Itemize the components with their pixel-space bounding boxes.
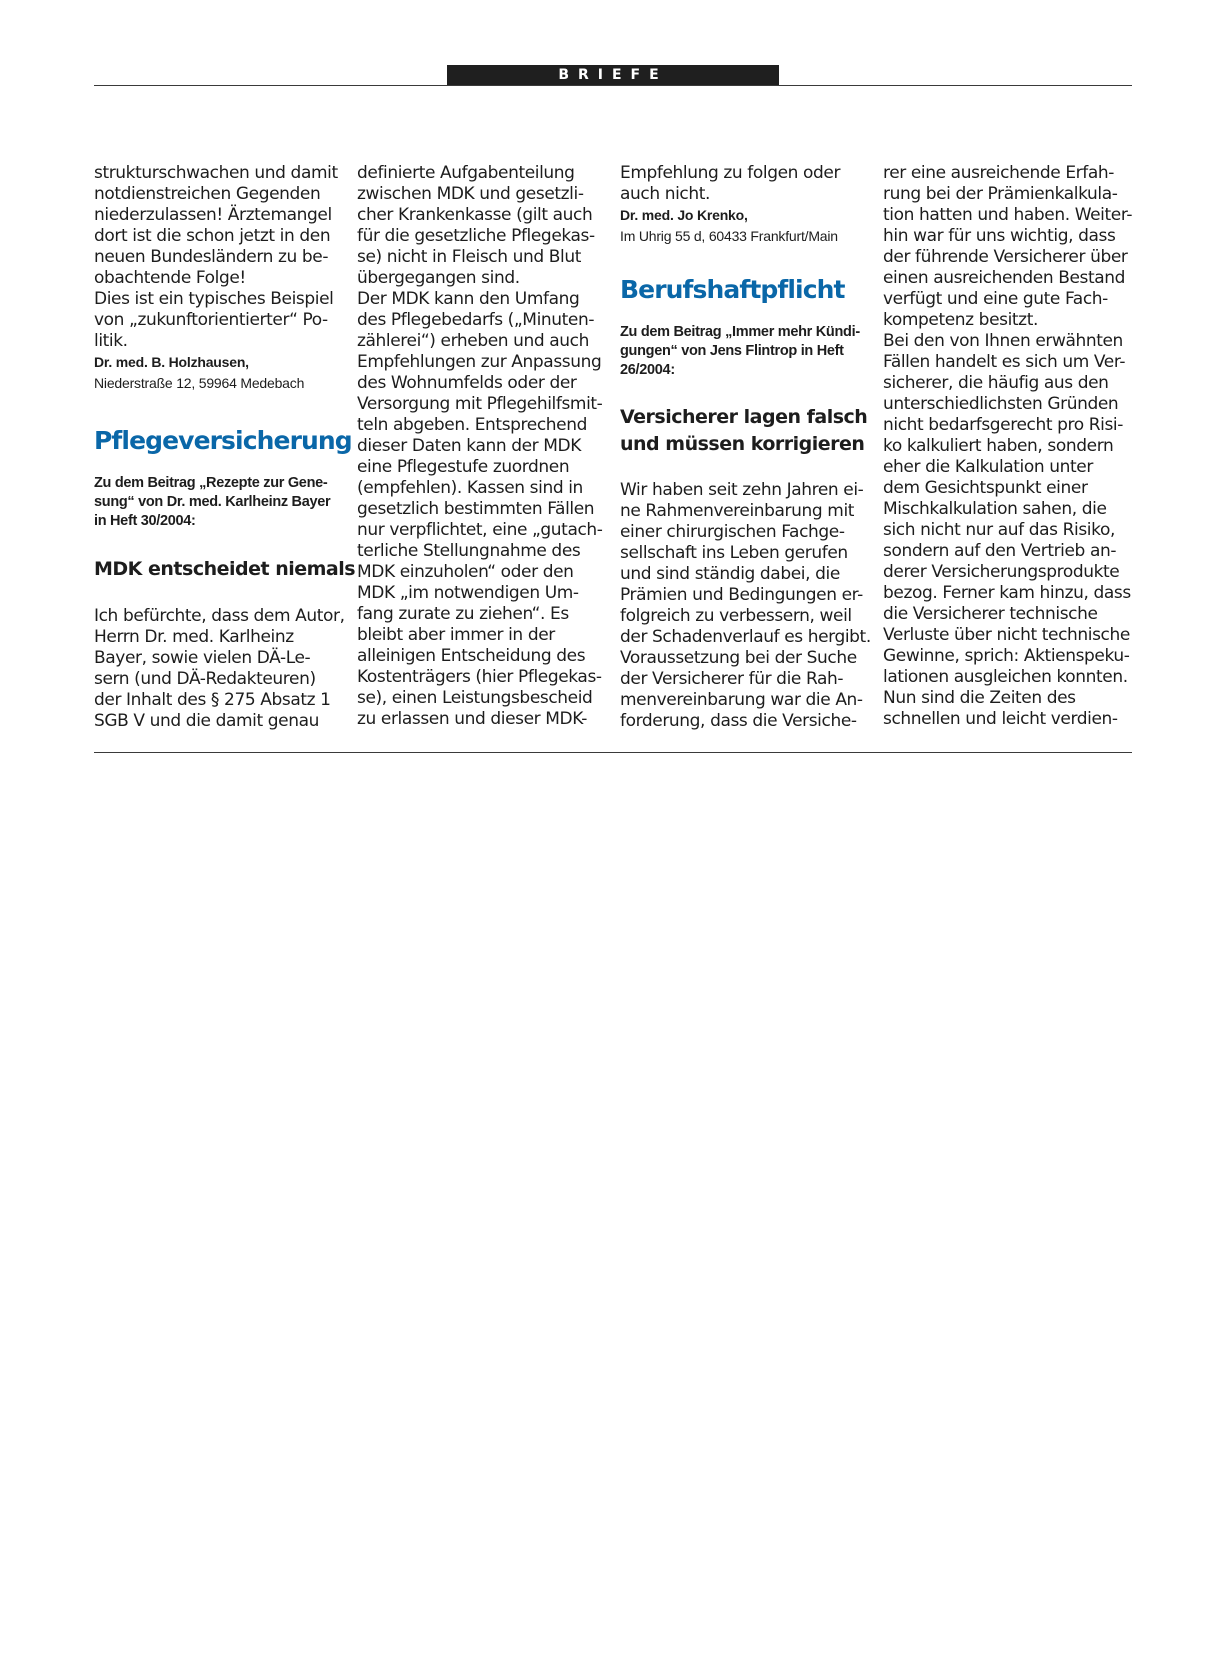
letter-headline: MDK entscheidet niemals [94, 558, 356, 580]
letter-headline [620, 404, 872, 458]
text-line: die Versicherer technische [883, 604, 1098, 624]
text-line: bleibt aber immer in der [357, 625, 555, 645]
text-line: sern (und DÄ-Redakteuren) [94, 669, 316, 689]
text-line: dem Gesichtspunkt einer [883, 478, 1088, 498]
text-line: der Schadenverlauf es hergibt. [620, 627, 871, 647]
text-line: und sind ständig dabei, die [620, 564, 840, 584]
text-line: Prämien und Bedingungen er- [620, 585, 863, 605]
text-line: unterschiedlichsten Gründen [883, 394, 1119, 414]
text-line: schnellen und leicht verdien- [883, 709, 1118, 729]
text-line: übergegangen sind. [357, 268, 520, 288]
text-line: Gewinne, sprich: Aktienspeku- [883, 646, 1130, 666]
text-line: bezog. Ferner kam hinzu, dass [883, 583, 1131, 603]
text-line: Kostenträgers (hier Pflegekas- [357, 667, 602, 687]
text-line: und müssen korrigieren [620, 433, 865, 455]
text-line: sicherer, die häufig aus den [883, 373, 1109, 393]
text-line: 26/2004: [620, 362, 675, 378]
top-rule [94, 85, 1132, 86]
text-line: von „zukunftorientierter“ Po- [94, 310, 328, 330]
text-line: neuen Bundesländern zu be- [94, 247, 329, 267]
text-line: des Wohnumfelds oder der [357, 373, 577, 393]
text-line: zwischen MDK und gesetzli- [357, 184, 584, 204]
text-line: SGB V und die damit genau [94, 711, 319, 731]
text-line: Versorgung mit Pflegehilfsmit- [357, 394, 603, 414]
letter-body-continued [883, 163, 1133, 730]
author-address: Im Uhrig 55 d, 60433 Frankfurt/Main [620, 228, 838, 244]
text-line: strukturschwachen und damit [94, 163, 338, 183]
text-line: alleinigen Entscheidung des [357, 646, 586, 666]
text-line: sich nicht nur auf das Risiko, [883, 520, 1115, 540]
text-line: einen ausreichenden Bestand [883, 268, 1126, 288]
text-line: ko kalkuliert haben, sondern [883, 436, 1114, 456]
text-line: dieser Daten kann der MDK [357, 436, 581, 456]
text-line: notdienstreichen Gegenden [94, 184, 321, 204]
text-line: ne Rahmenvereinbarung mit [620, 501, 855, 521]
author-name: Dr. med. Jo Krenko, [620, 207, 748, 223]
text-line: MDK „im notwendigen Um- [357, 583, 579, 603]
text-line: nicht bedarfsgerecht pro Risi- [883, 415, 1123, 435]
text-line: Herrn Dr. med. Karlheinz [94, 627, 294, 647]
column-2 [357, 163, 609, 730]
text-line: teln abgeben. Entsprechend [357, 415, 587, 435]
text-line: der Inhalt des § 275 Absatz 1 [94, 690, 331, 710]
text-line: Bei den von Ihnen erwähnten [883, 331, 1123, 351]
section-header-briefe: BRIEFE [447, 65, 779, 86]
reference-note [620, 323, 872, 380]
text-line: litik. [94, 331, 128, 351]
text-line: lationen ausgleichen konnten. [883, 667, 1128, 687]
text-line: des Pflegebedarfs („Minuten- [357, 310, 595, 330]
text-line: Fällen handelt es sich um Ver- [883, 352, 1126, 372]
bottom-rule [94, 752, 1132, 753]
text-line: obachtende Folge! [94, 268, 246, 288]
text-line: auch nicht. [620, 184, 711, 204]
letter-body-end [620, 163, 872, 205]
reference-note [94, 474, 346, 531]
text-line: Ich befürchte, dass dem Autor, [94, 606, 345, 626]
text-line: kompetenz besitzt. [883, 310, 1038, 330]
text-line: gungen“ von Jens Flintrop in Heft [620, 343, 844, 359]
text-line: zu erlassen und dieser MDK- [357, 709, 587, 729]
text-line: MDK einzuholen“ oder den [357, 562, 574, 582]
text-line: forderung, dass die Versiche- [620, 711, 857, 731]
section-title-pflegeversicherung: Pflegeversicherung [94, 426, 352, 455]
text-line: Zu dem Beitrag „Rezepte zur Gene- [94, 475, 328, 491]
text-line: folgreich zu verbessern, weil [620, 606, 852, 626]
text-line: zählerei“) erheben und auch [357, 331, 590, 351]
text-line: in Heft 30/2004: [94, 513, 196, 529]
text-line: gesetzlich bestimmten Fällen [357, 499, 595, 519]
letter-body [94, 606, 346, 732]
text-line: menvereinbarung war die An- [620, 690, 863, 710]
text-line: sung“ von Dr. med. Karlheinz Bayer [94, 494, 331, 510]
text-line: se) nicht in Fleisch und Blut [357, 247, 581, 267]
text-line: nur verpflichtet, eine „gutach- [357, 520, 603, 540]
text-line: verfügt und eine gute Fach- [883, 289, 1108, 309]
text-line: derer Versicherungsprodukte [883, 562, 1120, 582]
text-line: der Versicherer für die Rah- [620, 669, 844, 689]
text-line: rung bei der Prämienkalkula- [883, 184, 1118, 204]
text-line: für die gesetzliche Pflegekas- [357, 226, 595, 246]
text-line: tion hatten und haben. Weiter- [883, 205, 1133, 225]
text-line: se), einen Leistungsbescheid [357, 688, 593, 708]
column-1 [94, 163, 356, 732]
author-name: Dr. med. B. Holzhausen, [94, 354, 249, 370]
letter-body [620, 480, 872, 732]
text-line: cher Krankenkasse (gilt auch [357, 205, 593, 225]
text-line: sellschaft ins Leben gerufen [620, 543, 848, 563]
text-line: Nun sind die Zeiten des [883, 688, 1076, 708]
text-line: Voraussetzung bei der Suche [620, 648, 857, 668]
text-line: eine Pflegestufe zuordnen [357, 457, 570, 477]
text-line: terliche Stellungnahme des [357, 541, 581, 561]
text-line: einer chirurgischen Fachge- [620, 522, 845, 542]
text-line: eher die Kalkulation unter [883, 457, 1093, 477]
text-line: Mischkalkulation sahen, die [883, 499, 1107, 519]
text-line: niederzulassen! Ärztemangel [94, 205, 332, 225]
text-line: Empfehlungen zur Anpassung [357, 352, 602, 372]
text-line: (empfehlen). Kassen sind in [357, 478, 583, 498]
text-line: Empfehlung zu folgen oder [620, 163, 841, 183]
column-4 [883, 163, 1133, 730]
text-line: Der MDK kann den Umfang [357, 289, 580, 309]
text-line: der führende Versicherer über [883, 247, 1128, 267]
text-line: Dies ist ein typisches Beispiel [94, 289, 334, 309]
text-line: Wir haben seit zehn Jahren ei- [620, 480, 864, 500]
text-line: hin war für uns wichtig, dass [883, 226, 1116, 246]
text-line: definierte Aufgabenteilung [357, 163, 575, 183]
text-line: fang zurate zu ziehen“. Es [357, 604, 569, 624]
letter-1-body-end [94, 163, 346, 352]
text-line: Bayer, sowie vielen DÄ-Le- [94, 648, 311, 668]
text-line: Versicherer lagen falsch [620, 406, 868, 428]
text-line: rer eine ausreichende Erfah- [883, 163, 1114, 183]
text-line: dort ist die schon jetzt in den [94, 226, 331, 246]
column-3 [620, 163, 872, 732]
section-title-berufshaftpflicht: Berufshaftpflicht [620, 275, 845, 304]
author-address: Niederstraße 12, 59964 Medebach [94, 375, 305, 391]
text-line: Verluste über nicht technische [883, 625, 1130, 645]
text-line: sondern auf den Vertrieb an- [883, 541, 1117, 561]
letter-body-continued [357, 163, 609, 730]
text-line: Zu dem Beitrag „Immer mehr Kündi- [620, 324, 860, 340]
